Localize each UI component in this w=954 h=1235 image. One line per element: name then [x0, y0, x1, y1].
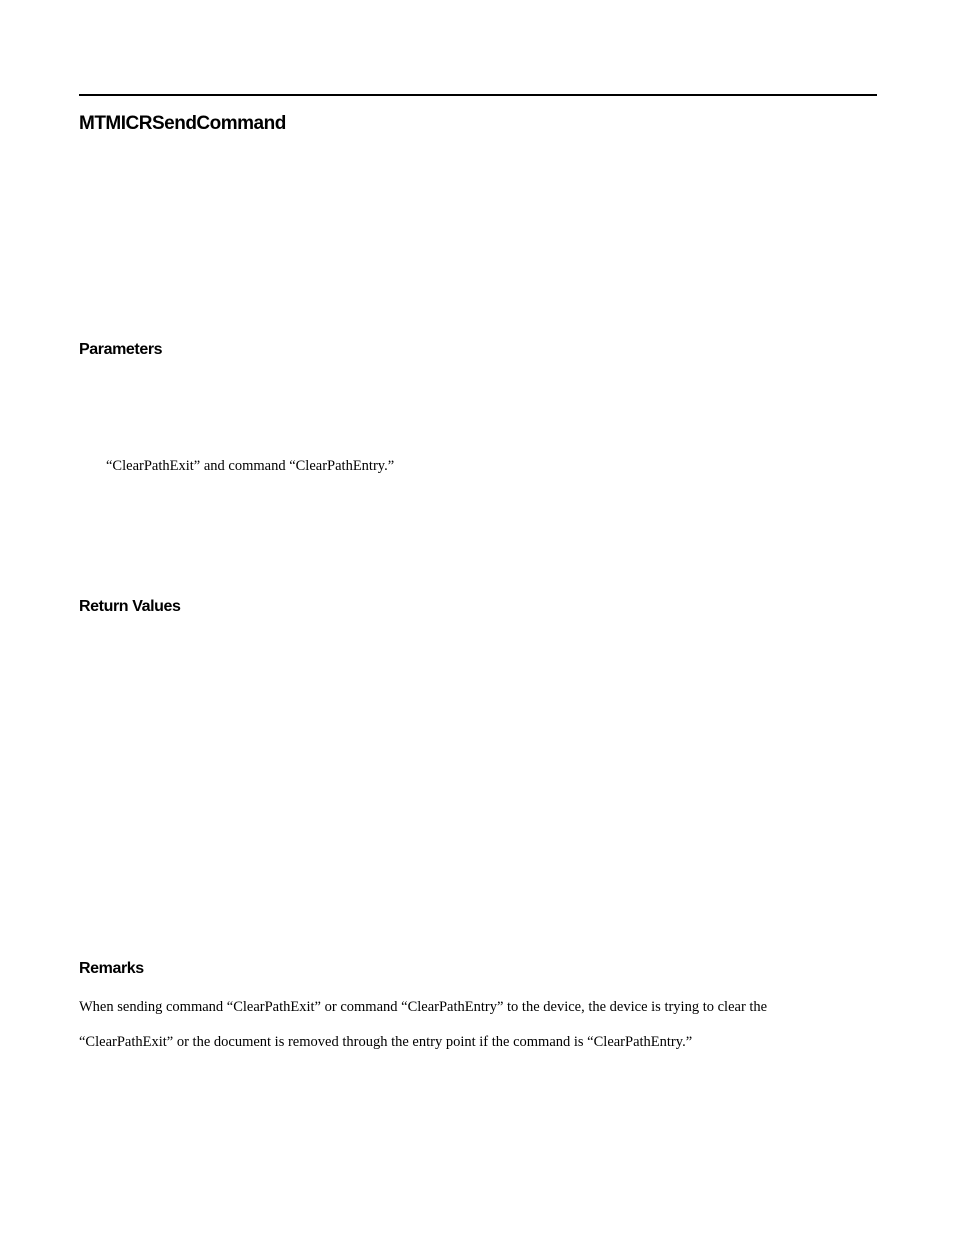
page-title: MTMICRSendCommand — [79, 113, 286, 134]
header-rule — [79, 94, 877, 96]
remarks-heading: Remarks — [79, 960, 144, 977]
parameters-text: “ClearPathExit” and command “ClearPathEntry.” — [106, 458, 395, 474]
remarks-text-line-1: When sending command “ClearPathExit” or command “ClearPathEntry” to the device, the device is trying to clear the — [79, 999, 768, 1015]
return-values-heading: Return Values — [79, 598, 181, 615]
parameters-heading: Parameters — [79, 341, 163, 358]
remarks-text-line-2: “ClearPathExit” or the document is removed through the entry point if the command is “ClearPathEntry.” — [79, 1034, 693, 1050]
